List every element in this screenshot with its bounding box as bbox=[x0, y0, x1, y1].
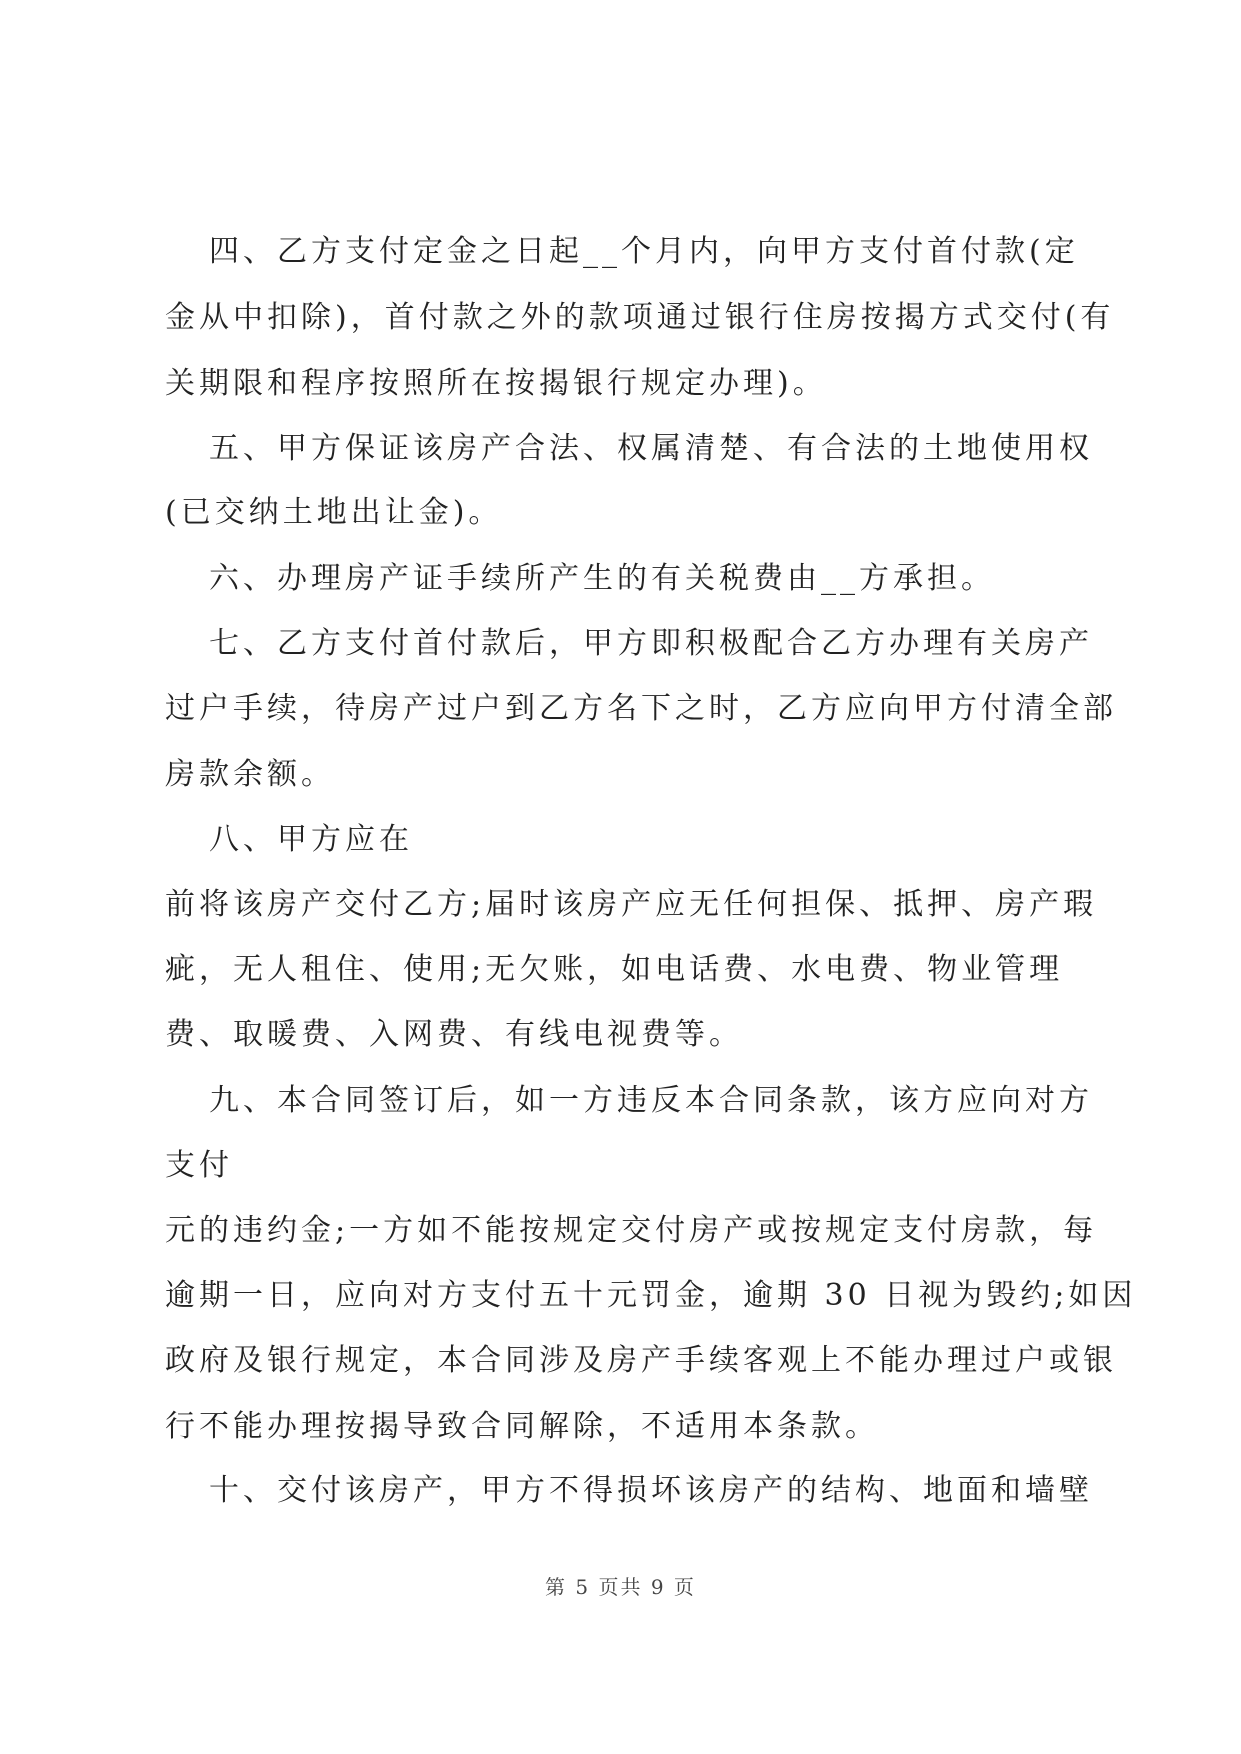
text-line: 支付 bbox=[165, 1148, 233, 1183]
text-line: 房款余额。 bbox=[165, 757, 335, 792]
text-line: 四、乙方支付定金之日起__个月内，向甲方支付首付款(定 bbox=[209, 234, 1079, 269]
page-number: 第 5 页共 9 页 bbox=[545, 1575, 696, 1599]
text-line: 关期限和程序按照所在按揭银行规定办理)。 bbox=[165, 366, 827, 401]
text-line: 行不能办理按揭导致合同解除，不适用本条款。 bbox=[165, 1409, 879, 1444]
text-line: 十、交付该房产，甲方不得损坏该房产的结构、地面和墙壁 bbox=[209, 1473, 1093, 1508]
text-line: 费、取暖费、入网费、有线电视费等。 bbox=[165, 1017, 743, 1052]
text-line: 五、甲方保证该房产合法、权属清楚、有合法的土地使用权 bbox=[209, 431, 1093, 466]
text-line: 过户手续，待房产过户到乙方名下之时，乙方应向甲方付清全部 bbox=[165, 691, 1117, 726]
text-line: 疵，无人租住、使用;无欠账，如电话费、水电费、物业管理 bbox=[165, 952, 1064, 987]
text-line: 前将该房产交付乙方;届时该房产应无任何担保、抵押、房产瑕 bbox=[165, 887, 1098, 922]
text-line: 政府及银行规定，本合同涉及房产手续客观上不能办理过户或银 bbox=[165, 1343, 1117, 1378]
text-line: 元的违约金;一方如不能按规定交付房产或按规定支付房款，每 bbox=[165, 1213, 1098, 1248]
text-line: 金从中扣除)，首付款之外的款项通过银行住房按揭方式交付(有 bbox=[165, 300, 1115, 335]
text-line: 七、乙方支付首付款后，甲方即积极配合乙方办理有关房产 bbox=[209, 626, 1093, 661]
text-line: 逾期一日，应向对方支付五十元罚金，逾期 30 日视为毁约;如因 bbox=[165, 1278, 1137, 1313]
text-line: 六、办理房产证手续所产生的有关税费由__方承担。 bbox=[209, 561, 995, 596]
text-line: 九、本合同签订后，如一方违反本合同条款，该方应向对方 bbox=[209, 1083, 1093, 1118]
text-line: (已交纳土地出让金)。 bbox=[165, 495, 503, 530]
text-line: 八、甲方应在 bbox=[209, 822, 413, 857]
